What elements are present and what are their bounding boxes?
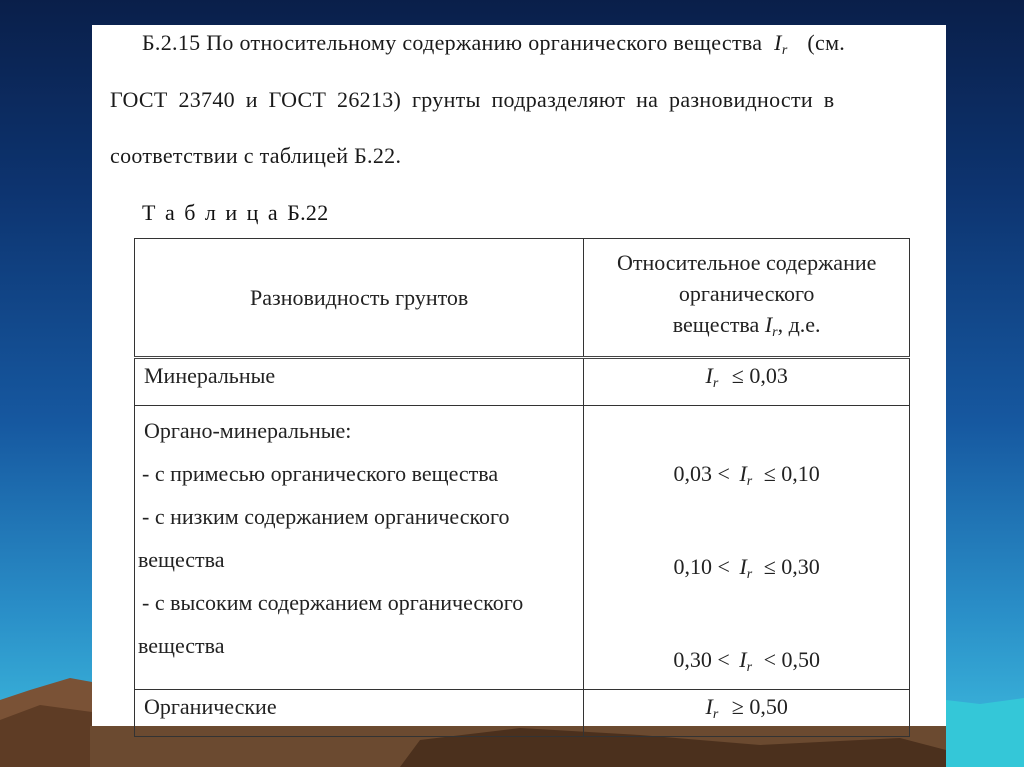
paragraph-line-1: Б.2.15 По относительному содержанию органического вещества $I_r$ (см.: [142, 30, 846, 58]
table-row: [135, 358, 910, 406]
row-organomineral-values: $0,03 < I_r \le 0,10$ $0,10 < I_r \le 0,30$ $0,30 < I_r < 0,50$: [584, 406, 910, 690]
header-soil-type: Разновидность грунтов: [135, 239, 584, 358]
row-mineral-label: Минеральные: [135, 358, 584, 406]
paragraph-line-3: соответствии с таблицей Б.22.: [110, 143, 402, 168]
table-row: [135, 690, 910, 737]
soil-classification-table: [134, 238, 910, 737]
header-organic-content: Относительное содержание органического вещества $I_r$, д.е.: [584, 239, 910, 358]
table-row: [135, 406, 910, 690]
table-header-row: [135, 239, 910, 358]
row-organomineral-labels: Органо-минеральные: - с примесью органического вещества - с низким содержанием органического вещества - с высоким содержанием органического вещества: [135, 406, 584, 690]
document-page: [92, 25, 946, 726]
paragraph-line-2: ГОСТ 23740 и ГОСТ 26213) грунты подразделяют на разновидности в: [110, 87, 835, 112]
row-organic-label: Органические: [135, 690, 584, 737]
row-organic-value: $I_r \ge 0,50$: [584, 690, 910, 737]
table-caption: Т а б л и ц а Б.22: [142, 200, 329, 225]
row-mineral-value: $I_r \le 0,03$: [584, 358, 910, 406]
